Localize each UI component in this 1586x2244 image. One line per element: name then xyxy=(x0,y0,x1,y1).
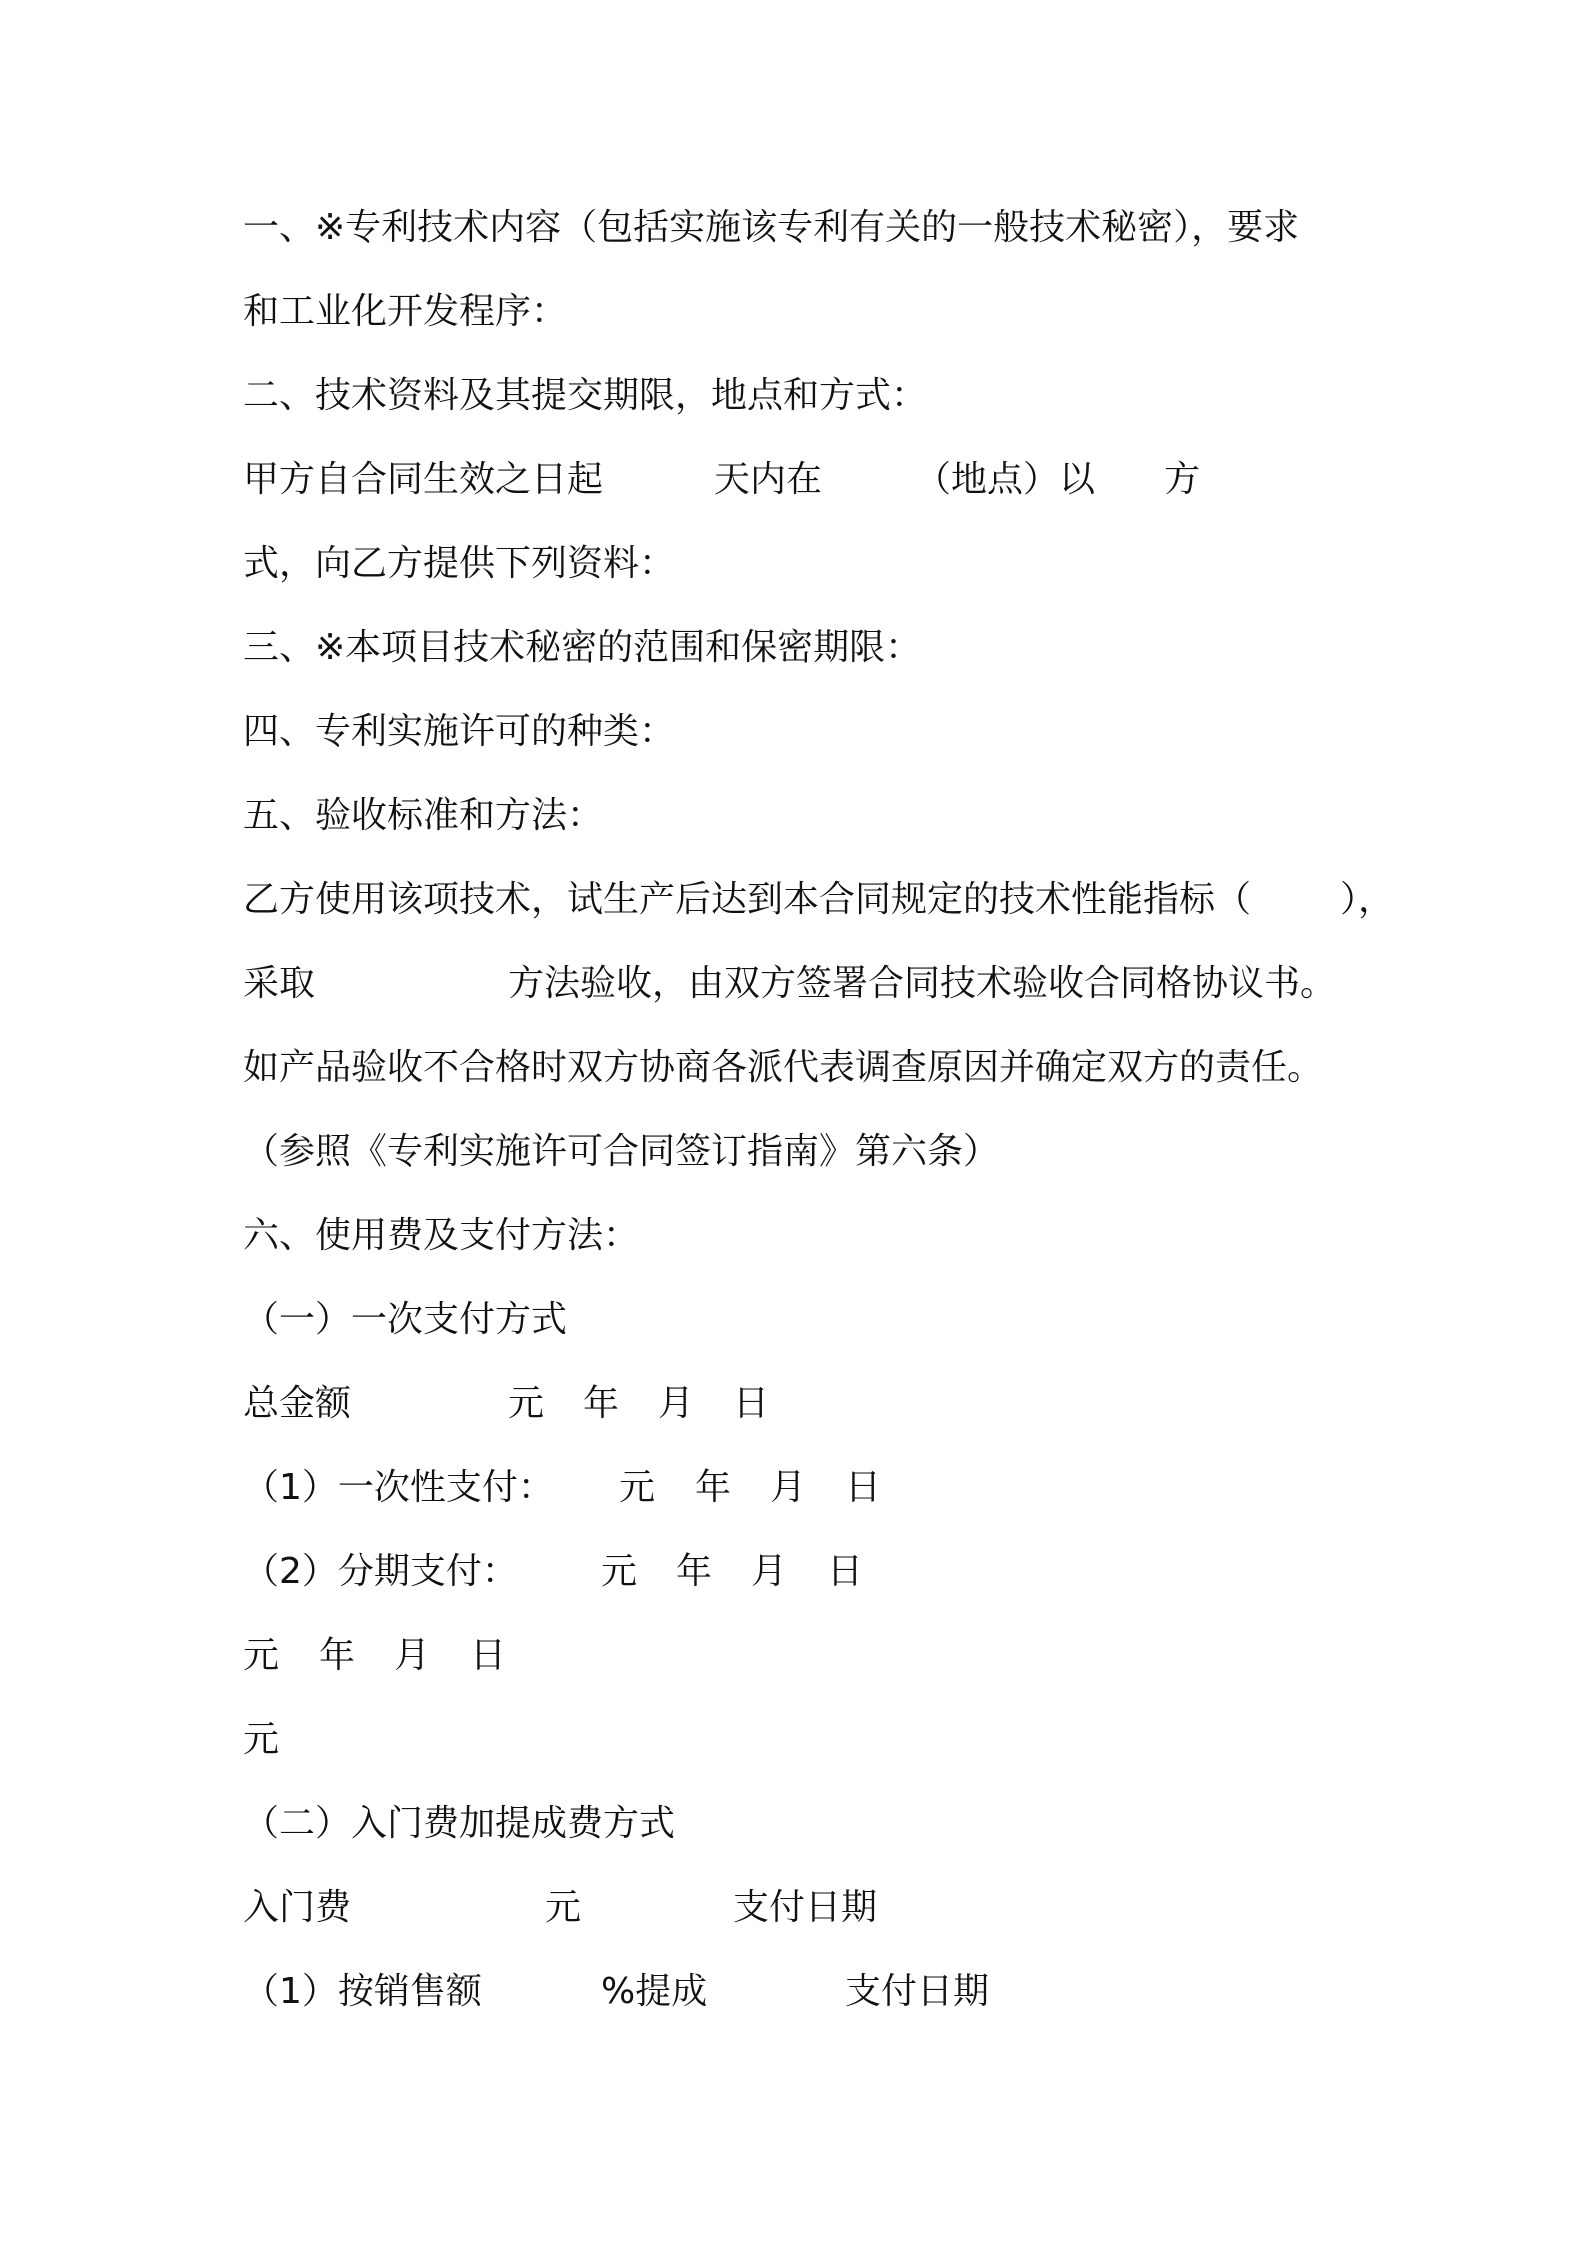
text-segment: 四、专利实施许可的种类： xyxy=(243,711,676,752)
text-segment: （1）按销售额 xyxy=(243,1971,482,2012)
text-segment: 支付日期 xyxy=(845,1971,990,2012)
text-segment: 乙方使用该项技术，试生产后达到本合同规定的技术性能指标（ xyxy=(243,879,1252,920)
text-segment: 月 xyxy=(770,1467,807,1508)
text-segment: （二）入门费加提成费方式 xyxy=(243,1803,676,1844)
text-segment: 天内在 xyxy=(714,459,823,500)
text-segment: 元 xyxy=(508,1383,545,1424)
text-segment: 甲方自合同生效之日起 xyxy=(243,459,604,500)
text-segment: 日 xyxy=(845,1467,882,1508)
text-segment: %提成 xyxy=(601,1971,708,2012)
text-segment: 五、验收标准和方法： xyxy=(243,795,604,836)
text-segment: （参照《专利实施许可合同签订指南》第六条） xyxy=(243,1131,1000,1172)
text-segment: 式，向乙方提供下列资料： xyxy=(243,543,676,584)
text-segment: 方法验收，由双方签署合同技术验收合同格协议书。 xyxy=(508,963,1337,1004)
text-segment: 日 xyxy=(827,1551,864,1592)
text-segment: 元 xyxy=(545,1887,582,1928)
clause-2-heading xyxy=(0,366,1586,426)
text-segment: 六、使用费及支付方法： xyxy=(243,1215,640,1256)
lump-sum-payment-line xyxy=(0,1458,1586,1518)
text-segment: 支付日期 xyxy=(733,1887,878,1928)
text-segment: 元 xyxy=(619,1467,656,1508)
clause-5-reference xyxy=(0,1122,1586,1182)
text-segment: 方 xyxy=(1164,459,1201,500)
text-segment: （一）一次支付方式 xyxy=(243,1299,568,1340)
clause-4-heading xyxy=(0,702,1586,762)
text-segment: （2）分期支付： xyxy=(243,1551,518,1592)
text-segment: 和工业化开发程序： xyxy=(243,291,568,332)
installment-amount-line xyxy=(0,1710,1586,1770)
text-segment: 总金额 xyxy=(243,1383,352,1424)
clause-3-heading xyxy=(0,618,1586,678)
clause-6-subheading-2 xyxy=(0,1794,1586,1854)
text-segment: 元 xyxy=(601,1551,638,1592)
text-segment: 一、※专利技术内容（包括实施该专利有关的一般技术秘密），要求 xyxy=(243,207,1300,248)
text-segment: 如产品验收不合格时双方协商各派代表调查原因并确定双方的责任。 xyxy=(243,1047,1324,1088)
text-segment: 日 xyxy=(470,1635,507,1676)
text-segment: 年 xyxy=(583,1383,620,1424)
text-segment: 元 xyxy=(243,1635,280,1676)
clause-2-line-1 xyxy=(0,450,1586,510)
clause-1-line-1 xyxy=(0,198,1586,258)
text-segment: ）， xyxy=(1340,879,1395,920)
installment-payment-line xyxy=(0,1542,1586,1602)
clause-6-subheading-1 xyxy=(0,1290,1586,1350)
text-segment: 二、技术资料及其提交期限，地点和方式： xyxy=(243,375,928,416)
text-segment: 入门费 xyxy=(243,1887,352,1928)
entry-fee-line xyxy=(0,1878,1586,1938)
text-segment: 年 xyxy=(319,1635,356,1676)
text-segment: 月 xyxy=(658,1383,695,1424)
text-segment: 日 xyxy=(733,1383,770,1424)
sales-royalty-line xyxy=(0,1962,1586,2022)
text-segment: 月 xyxy=(751,1551,788,1592)
clause-5-line-3 xyxy=(0,1038,1586,1098)
clause-5-heading xyxy=(0,786,1586,846)
total-amount-line xyxy=(0,1374,1586,1434)
text-segment: （地点）以 xyxy=(915,459,1096,500)
text-segment: 月 xyxy=(394,1635,431,1676)
clause-5-line-1 xyxy=(0,870,1586,930)
clause-6-heading xyxy=(0,1206,1586,1266)
text-segment: 三、※本项目技术秘密的范围和保密期限： xyxy=(243,627,922,668)
installment-date-line xyxy=(0,1626,1586,1686)
text-segment: （1）一次性支付： xyxy=(243,1467,554,1508)
text-segment: 元 xyxy=(243,1719,280,1760)
text-segment: 采取 xyxy=(243,963,316,1004)
clause-5-line-2 xyxy=(0,954,1586,1014)
clause-2-line-2 xyxy=(0,534,1586,594)
clause-1-line-2 xyxy=(0,282,1586,342)
text-segment: 年 xyxy=(695,1467,732,1508)
text-segment: 年 xyxy=(676,1551,713,1592)
